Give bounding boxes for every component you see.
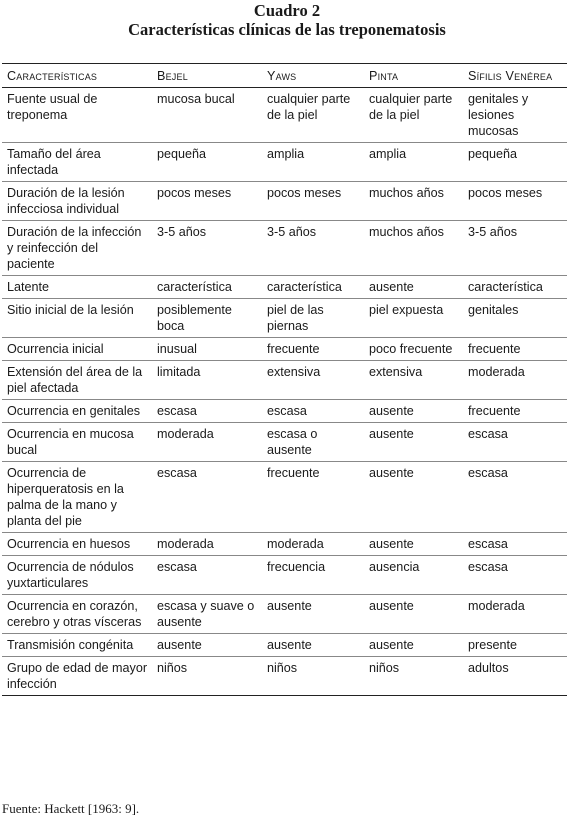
cell-characteristic: Sitio inicial de la lesión xyxy=(2,299,152,338)
cell-yaws: frecuencia xyxy=(262,556,364,595)
cell-characteristic: Transmisión congénita xyxy=(2,634,152,657)
cell-sifilis: frecuente xyxy=(463,338,567,361)
table-row xyxy=(2,299,567,338)
cell-characteristic: Extensión del área de la piel afectada xyxy=(2,361,152,400)
cell-characteristic: Duración de la lesión infecciosa individual xyxy=(2,182,152,221)
cell-pinta: extensiva xyxy=(364,361,463,400)
cell-yaws: niños xyxy=(262,657,364,696)
cell-yaws: cualquier parte de la piel xyxy=(262,88,364,143)
cell-bejel: posiblemente boca xyxy=(152,299,262,338)
table-body xyxy=(2,88,567,696)
table-header-row xyxy=(2,64,567,88)
cell-characteristic: Latente xyxy=(2,276,152,299)
table-row xyxy=(2,400,567,423)
table-row xyxy=(2,657,567,696)
header-bejel: Bejel xyxy=(152,64,262,88)
cell-yaws: característica xyxy=(262,276,364,299)
cell-yaws: moderada xyxy=(262,533,364,556)
cell-pinta: piel expuesta xyxy=(364,299,463,338)
table-row xyxy=(2,88,567,143)
cell-bejel: escasa y suave o ausente xyxy=(152,595,262,634)
cell-yaws: frecuente xyxy=(262,462,364,533)
cell-bejel: característica xyxy=(152,276,262,299)
table-number: Cuadro 2 xyxy=(253,1,321,20)
cell-bejel: moderada xyxy=(152,533,262,556)
cell-bejel: niños xyxy=(152,657,262,696)
cell-yaws: pocos meses xyxy=(262,182,364,221)
table-row xyxy=(2,556,567,595)
cell-characteristic: Ocurrencia en genitales xyxy=(2,400,152,423)
cell-pinta: niños xyxy=(364,657,463,696)
cell-pinta: ausencia xyxy=(364,556,463,595)
cell-bejel: pocos meses xyxy=(152,182,262,221)
cell-sifilis: escasa xyxy=(463,462,567,533)
cell-bejel: escasa xyxy=(152,556,262,595)
cell-yaws: piel de las piernas xyxy=(262,299,364,338)
cell-bejel: limitada xyxy=(152,361,262,400)
cell-bejel: escasa xyxy=(152,462,262,533)
cell-pinta: ausente xyxy=(364,276,463,299)
cell-yaws: extensiva xyxy=(262,361,364,400)
cell-yaws: ausente xyxy=(262,634,364,657)
header-caracteristicas: Características xyxy=(2,64,152,88)
cell-sifilis: genitales y lesiones mucosas xyxy=(463,88,567,143)
cell-sifilis: característica xyxy=(463,276,567,299)
cell-sifilis: presente xyxy=(463,634,567,657)
cell-pinta: ausente xyxy=(364,462,463,533)
table-row xyxy=(2,221,567,276)
cell-sifilis: adultos xyxy=(463,657,567,696)
table-row xyxy=(2,423,567,462)
cell-pinta: muchos años xyxy=(364,221,463,276)
cell-sifilis: pocos meses xyxy=(463,182,567,221)
cell-pinta: ausente xyxy=(364,595,463,634)
cell-sifilis: escasa xyxy=(463,423,567,462)
header-sifilis-venerea: Sífilis Venérea xyxy=(463,64,567,88)
cell-yaws: escasa o ausente xyxy=(262,423,364,462)
cell-yaws: 3-5 años xyxy=(262,221,364,276)
table-row xyxy=(2,276,567,299)
cell-characteristic: Ocurrencia inicial xyxy=(2,338,152,361)
table-row xyxy=(2,143,567,182)
cell-sifilis: pequeña xyxy=(463,143,567,182)
cell-sifilis: frecuente xyxy=(463,400,567,423)
cell-bejel: inusual xyxy=(152,338,262,361)
cell-characteristic: Ocurrencia en huesos xyxy=(2,533,152,556)
cell-pinta: ausente xyxy=(364,533,463,556)
cell-bejel: moderada xyxy=(152,423,262,462)
cell-sifilis: moderada xyxy=(463,595,567,634)
cell-characteristic: Fuente usual de treponema xyxy=(2,88,152,143)
cell-yaws: frecuente xyxy=(262,338,364,361)
table-row xyxy=(2,338,567,361)
table-row xyxy=(2,595,567,634)
cell-bejel: ausente xyxy=(152,634,262,657)
cell-yaws: ausente xyxy=(262,595,364,634)
table-row xyxy=(2,634,567,657)
cell-characteristic: Ocurrencia de nódulos yuxtarticulares xyxy=(2,556,152,595)
table-row xyxy=(2,533,567,556)
cell-pinta: cualquier parte de la piel xyxy=(364,88,463,143)
table-row xyxy=(2,361,567,400)
cell-bejel: escasa xyxy=(152,400,262,423)
cell-pinta: ausente xyxy=(364,634,463,657)
cell-characteristic: Grupo de edad de mayor infección xyxy=(2,657,152,696)
cell-pinta: poco frecuente xyxy=(364,338,463,361)
source-note: Fuente: Hackett [1963: 9]. xyxy=(2,801,140,816)
cell-characteristic: Ocurrencia en mucosa bucal xyxy=(2,423,152,462)
table-title: Características clínicas de las treponematosis xyxy=(128,20,446,39)
cell-characteristic: Duración de la infección y reinfección del paciente xyxy=(2,221,152,276)
cell-sifilis: moderada xyxy=(463,361,567,400)
cell-sifilis: escasa xyxy=(463,556,567,595)
cell-pinta: amplia xyxy=(364,143,463,182)
cell-characteristic: Tamaño del área infectada xyxy=(2,143,152,182)
cell-yaws: escasa xyxy=(262,400,364,423)
table-row xyxy=(2,462,567,533)
cell-pinta: ausente xyxy=(364,423,463,462)
cell-bejel: 3-5 años xyxy=(152,221,262,276)
cell-characteristic: Ocurrencia de hiperqueratosis en la palma de la mano y planta del pie xyxy=(2,462,152,533)
header-pinta: Pinta xyxy=(364,64,463,88)
header-yaws: Yaws xyxy=(262,64,364,88)
cell-pinta: muchos años xyxy=(364,182,463,221)
cell-yaws: amplia xyxy=(262,143,364,182)
cell-sifilis: escasa xyxy=(463,533,567,556)
cell-sifilis: 3-5 años xyxy=(463,221,567,276)
cell-characteristic: Ocurrencia en corazón, cerebro y otras vísceras xyxy=(2,595,152,634)
cell-bejel: mucosa bucal xyxy=(152,88,262,143)
cell-bejel: pequeña xyxy=(152,143,262,182)
table-row xyxy=(2,182,567,221)
treponematosis-table xyxy=(2,63,567,696)
cell-sifilis: genitales xyxy=(463,299,567,338)
cell-pinta: ausente xyxy=(364,400,463,423)
